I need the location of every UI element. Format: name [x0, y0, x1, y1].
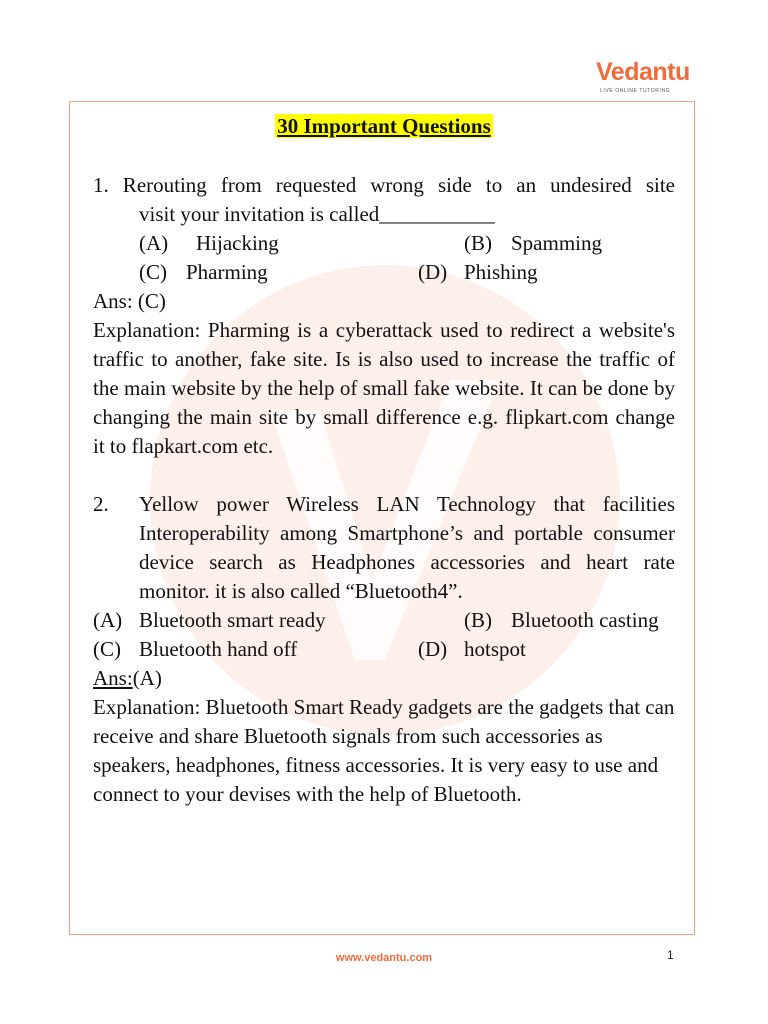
option-b-label: (B)	[464, 608, 492, 632]
option-c-label: (C)	[139, 260, 167, 284]
document-body	[93, 112, 675, 809]
logo-wordmark: Vedantu	[596, 58, 690, 86]
option-a-text: Bluetooth smart ready	[139, 608, 326, 632]
question-1-options-row-2	[93, 258, 675, 287]
document-title: 30 Important Questions	[277, 114, 491, 138]
option-c-text: Bluetooth hand off	[139, 637, 298, 661]
question-2	[93, 490, 675, 809]
question-2-explanation: Explanation: Bluetooth Smart Ready gadgets are the gadgets that can receive and share Bluetooth signals from such accessories as speakers, headphones, fitness accessories. It is very easy to use and connect to your devises with the help of Bluetooth.	[93, 695, 675, 806]
question-2-options-row-2	[93, 635, 675, 664]
option-d-label: (D)	[418, 260, 448, 284]
vedantu-logo	[596, 58, 692, 98]
option-c-text: Pharming	[186, 260, 268, 284]
question-2-options-row-1	[93, 606, 675, 635]
question-1-answer: Ans: (C)	[93, 289, 166, 313]
page-number: 1	[667, 948, 674, 962]
option-a-label: (A)	[139, 231, 169, 255]
option-a-label: (A)	[93, 608, 123, 632]
option-b-text: Spamming	[511, 231, 603, 255]
answer-prefix: Ans:	[93, 666, 133, 690]
question-1-line-2: visit your invitation is called___________	[139, 202, 495, 226]
footer-url: www.vedantu.com	[335, 952, 433, 964]
option-d-label: (D)	[418, 637, 448, 661]
question-1-options-row-1	[93, 229, 675, 258]
question-1-explanation: Explanation: Pharming is a cyberattack used to redirect a website's traffic to another, fake site. Is is also used to increase the traffic of the main website by the help of small fake website. It can be done by changing the main site by small difference e.g. flipkart.com change it to flapkart.com etc.	[93, 318, 675, 458]
answer-value: (A)	[132, 666, 162, 690]
option-d-text: hotspot	[464, 637, 526, 661]
question-1-line-1: 1. Rerouting from requested wrong side to an undesired site	[93, 173, 675, 197]
question-2-answer	[93, 664, 675, 693]
logo-tagline: LIVE ONLINE TUTORING	[600, 88, 671, 94]
option-b-text: Bluetooth casting	[511, 608, 659, 632]
question-2-text: Yellow power Wireless LAN Technology that facilities Interoperability among Smartphone’s and portable consumer device search as Headphones accessories and heart rate monitor. it is also called “Bluetooth4”.	[139, 492, 675, 603]
option-a-text: Hijacking	[196, 231, 279, 255]
question-2-number: 2.	[93, 492, 109, 516]
option-d-text: Phishing	[464, 260, 538, 284]
question-1	[93, 171, 675, 461]
option-c-label: (C)	[93, 637, 121, 661]
option-b-label: (B)	[464, 231, 492, 255]
